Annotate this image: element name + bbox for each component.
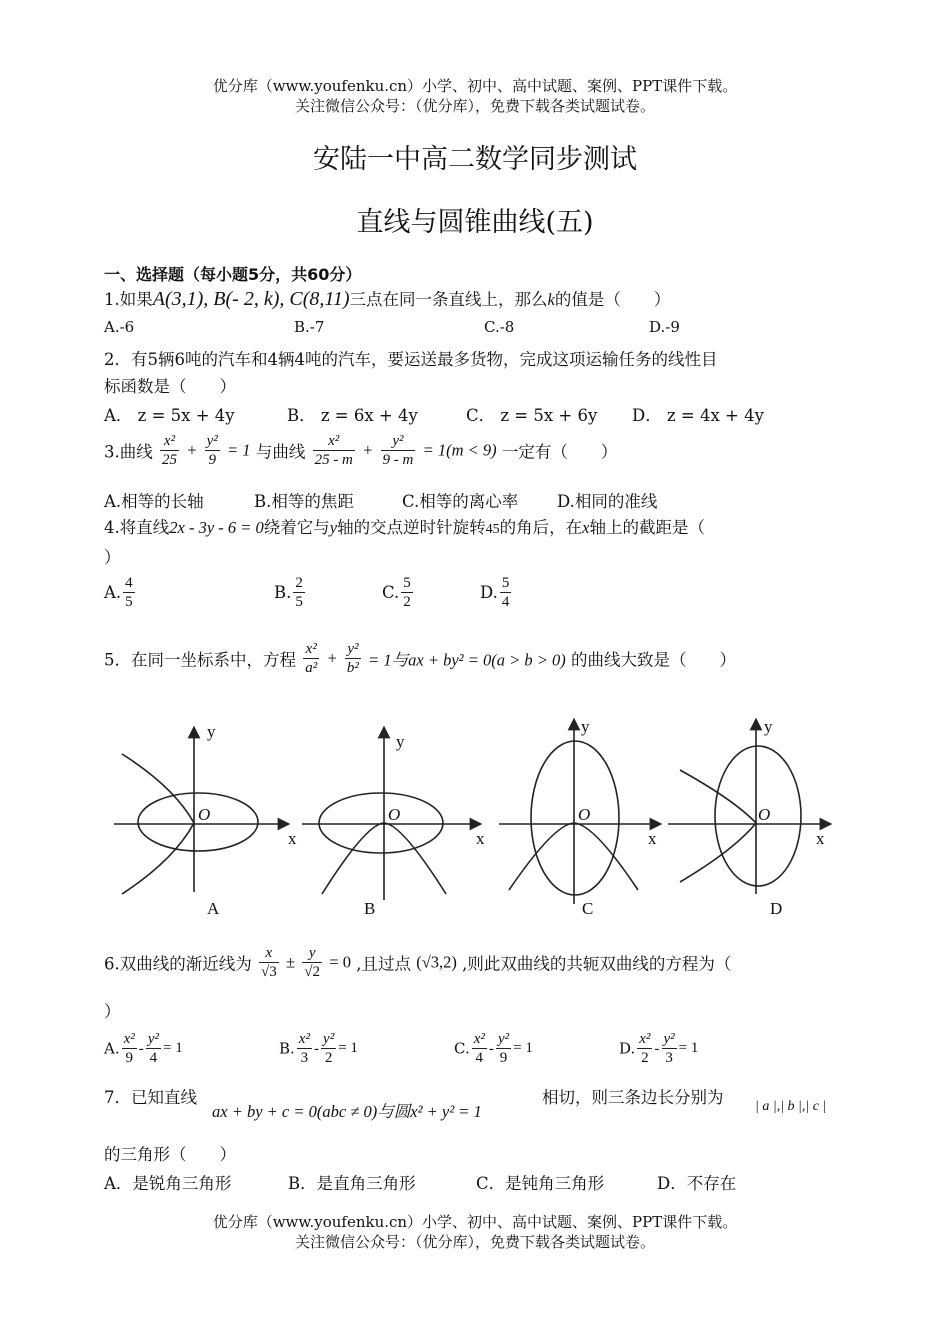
site-footer-line2: 关注微信公众号：（优分库），免费下载各类试题试卷。 bbox=[294, 1233, 655, 1251]
question-5: 5．在同一坐标系中，方程 $\frac{\text{x²}}{\text{a²}}$ + $\frac{\text{y²}}{\text{b²}}$ = 1与ax + by² = 0(a > b > 0) 的曲线大致是（ ） bbox=[104, 641, 737, 676]
q5-frac1: $\frac{\text{x²}}{\text{a²}}$ bbox=[305, 641, 318, 676]
q2-option-c[interactable]: C． z = 5x + 6y bbox=[466, 406, 598, 425]
graph-a-label: A bbox=[207, 899, 220, 918]
section-heading: 一、选择题（每小题5分，共60分） bbox=[104, 265, 362, 284]
q7-sides-expr: | a |,| b |,| c | bbox=[755, 1099, 827, 1114]
q2-option-b[interactable]: B． z = 6x + 4y bbox=[287, 406, 418, 425]
q7-prefix: 7．已知直线 bbox=[104, 1088, 197, 1107]
q6-frac1: $\frac{x}{√3}$ bbox=[261, 945, 277, 980]
q3-suffix: 一定有（ ） bbox=[501, 442, 618, 462]
q6-eq: = 0 bbox=[329, 952, 351, 972]
q7-line1 bbox=[104, 1084, 197, 1108]
q2-line2: 标函数是（ ） bbox=[104, 377, 236, 396]
q2-line1: 2．有5辆6吨的汽车和4辆4吨的汽车，要运送最多货物，完成这项运输任务的线性目 bbox=[104, 350, 718, 369]
question-4 bbox=[104, 514, 705, 538]
graph-d[interactable] bbox=[668, 724, 826, 894]
q3-frac4: $\frac{\text{y²}}{9 - m}$ bbox=[382, 433, 414, 468]
graph-b-origin: O bbox=[388, 805, 401, 824]
q4-option-a[interactable]: A. $\frac{4}{5}$ bbox=[104, 575, 133, 610]
graph-a-y-label: y bbox=[207, 722, 216, 741]
q5-graphs bbox=[104, 712, 844, 922]
page-subtitle: 直线与圆锥曲线(五) bbox=[356, 207, 594, 238]
q3-plus2: + bbox=[362, 440, 374, 460]
question-1 bbox=[104, 286, 670, 311]
q1-option-a[interactable]: A.-6 bbox=[104, 318, 135, 336]
q6-option-b[interactable]: B. $\frac{\text{x²}}{3}$ - $\frac{\text{y²}}{2}$ = 1 bbox=[279, 1031, 358, 1066]
q3-option-d[interactable]: D.相同的准线 bbox=[557, 492, 658, 511]
graph-c-y-label: y bbox=[581, 717, 590, 736]
q4-mid2: 轴的交点逆时针旋转 bbox=[337, 518, 486, 537]
graph-d-x-label: x bbox=[816, 829, 825, 848]
q3-option-b[interactable]: B.相等的焦距 bbox=[254, 492, 354, 511]
q3-frac2: $\frac{\text{y²}}{9}$ bbox=[206, 433, 218, 468]
q3-option-a[interactable]: A.相等的长轴 bbox=[104, 492, 204, 511]
q4-option-d[interactable]: D. $\frac{5}{4}$ bbox=[480, 575, 510, 610]
q3-mid: 与曲线 bbox=[255, 442, 306, 462]
q6-line2: ） bbox=[104, 1002, 121, 1021]
q4-mid3: 的角后，在 bbox=[499, 518, 583, 537]
q7-math bbox=[212, 1098, 482, 1122]
q3-frac3: $\frac{\text{x²}}{25 - m}$ bbox=[314, 433, 353, 468]
question-6 bbox=[104, 944, 731, 981]
q6-pm: ± bbox=[285, 952, 296, 972]
q7-option-a[interactable]: A．是锐角三角形 bbox=[104, 1174, 232, 1193]
q3-prefix: 3.曲线 bbox=[104, 442, 153, 462]
q6-mid: ,且过点 bbox=[356, 954, 411, 974]
q5-suffix: 的曲线大致是（ ） bbox=[571, 650, 737, 670]
q4-prefix: 4.将直线 bbox=[104, 518, 170, 537]
q1-option-d[interactable]: D.-9 bbox=[649, 318, 680, 336]
q7-sides bbox=[755, 1098, 826, 1115]
q7-line2: 的三角形（ ） bbox=[104, 1145, 236, 1164]
q6-prefix: 6.双曲线的渐近线为 bbox=[104, 954, 252, 974]
q5-frac2: $\frac{\text{y²}}{\text{b²}}$ bbox=[346, 641, 359, 676]
graph-d-origin: O bbox=[758, 805, 771, 824]
q6-frac2: $\frac{y}{√2}$ bbox=[304, 945, 321, 980]
q1-prefix: 1.如果 bbox=[104, 290, 153, 309]
q7-mid: 相切，则三条边长分别为 bbox=[542, 1088, 724, 1107]
graph-d-y-label: y bbox=[764, 717, 773, 736]
graph-b-label: B bbox=[364, 899, 376, 918]
graph-a-origin: O bbox=[198, 805, 211, 824]
q4-suffix: 轴上的截距是（ bbox=[589, 518, 705, 537]
q4-y: y bbox=[329, 518, 338, 537]
page-title: 安陆一中高二数学同步测试 bbox=[313, 144, 637, 175]
q3-option-c[interactable]: C.相等的离心率 bbox=[402, 492, 519, 511]
q7-option-b[interactable]: B．是直角三角形 bbox=[288, 1174, 416, 1193]
q1-option-c[interactable]: C.-8 bbox=[484, 318, 515, 336]
question-3 bbox=[104, 432, 617, 469]
q1-mid: 三点在同一条直线上，那么 bbox=[349, 290, 548, 309]
graph-b-x-label: x bbox=[476, 829, 485, 848]
q4-option-c[interactable]: C. $\frac{5}{2}$ bbox=[382, 575, 411, 610]
q3-eq2: = 1(m < 9) bbox=[422, 440, 497, 460]
graph-c-label: C bbox=[582, 899, 594, 918]
q6-suffix: ,则此双曲线的共轭双曲线的方程为（ bbox=[462, 954, 732, 974]
q7-math-expr: ax + by + c = 0(abc ≠ 0)与圆x² + y² = 1 bbox=[212, 1102, 482, 1121]
site-footer-line1: 优分库（www.youfenku.cn）小学、初中、高中试题、案例、PPT课件下载。 bbox=[212, 1213, 738, 1231]
q3-frac1: $\frac{\text{x²}}{25}$ bbox=[162, 433, 177, 468]
q4-option-b[interactable]: B. $\frac{2}{5}$ bbox=[274, 575, 303, 610]
graph-d-label: D bbox=[770, 899, 783, 918]
q5-eq: = 1与ax + by² = 0(a > b > 0) bbox=[368, 650, 566, 670]
q1-option-b[interactable]: B.-7 bbox=[294, 318, 325, 336]
q4-line-eq: 2x - 3y - 6 = 0 bbox=[169, 518, 264, 537]
q4-mid1: 绕着它与 bbox=[263, 518, 330, 537]
graph-c-origin: O bbox=[578, 805, 591, 824]
site-header-line1: 优分库（www.youfenku.cn）小学、初中、高中试题、案例、PPT课件下载。 bbox=[212, 77, 738, 95]
graph-c-x-label: x bbox=[648, 829, 657, 848]
q1-math: A(3,1), B(- 2, k), C(8,11) bbox=[152, 288, 350, 310]
q6-point: (√3,2) bbox=[416, 952, 457, 972]
q7-option-c[interactable]: C．是钝角三角形 bbox=[476, 1174, 605, 1193]
q2-option-d[interactable]: D． z = 4x + 4y bbox=[632, 406, 764, 425]
q3-plus: + bbox=[186, 440, 198, 460]
site-header-line2: 关注微信公众号：（优分库），免费下载各类试题试卷。 bbox=[294, 97, 655, 115]
q6-option-d[interactable]: D. $\frac{\text{x²}}{2}$ - $\frac{\text{y²}}{3}$ = 1 bbox=[619, 1031, 699, 1066]
q3-eq1: = 1 bbox=[227, 440, 251, 460]
q7-option-d[interactable]: D．不存在 bbox=[657, 1174, 737, 1193]
q4-line2: ） bbox=[104, 548, 121, 567]
q4-angle: 45 bbox=[485, 522, 500, 537]
graph-b-y-label: y bbox=[396, 732, 405, 751]
q2-option-a[interactable]: A． z = 5x + 4y bbox=[104, 406, 235, 425]
q6-option-c[interactable]: C. $\frac{\text{x²}}{4}$ - $\frac{\text{y²}}{9}$ = 1 bbox=[454, 1031, 533, 1066]
q5-prefix: 5．在同一坐标系中，方程 bbox=[104, 650, 296, 670]
graph-a-x-label: x bbox=[288, 829, 297, 848]
q1-k: k bbox=[547, 290, 555, 309]
q1-suffix: 的值是（ ） bbox=[554, 290, 671, 309]
q6-option-a[interactable]: A. $\frac{\text{x²}}{9}$ - $\frac{\text{y²}}{4}$ = 1 bbox=[104, 1031, 183, 1066]
q4-x: x bbox=[582, 518, 590, 537]
